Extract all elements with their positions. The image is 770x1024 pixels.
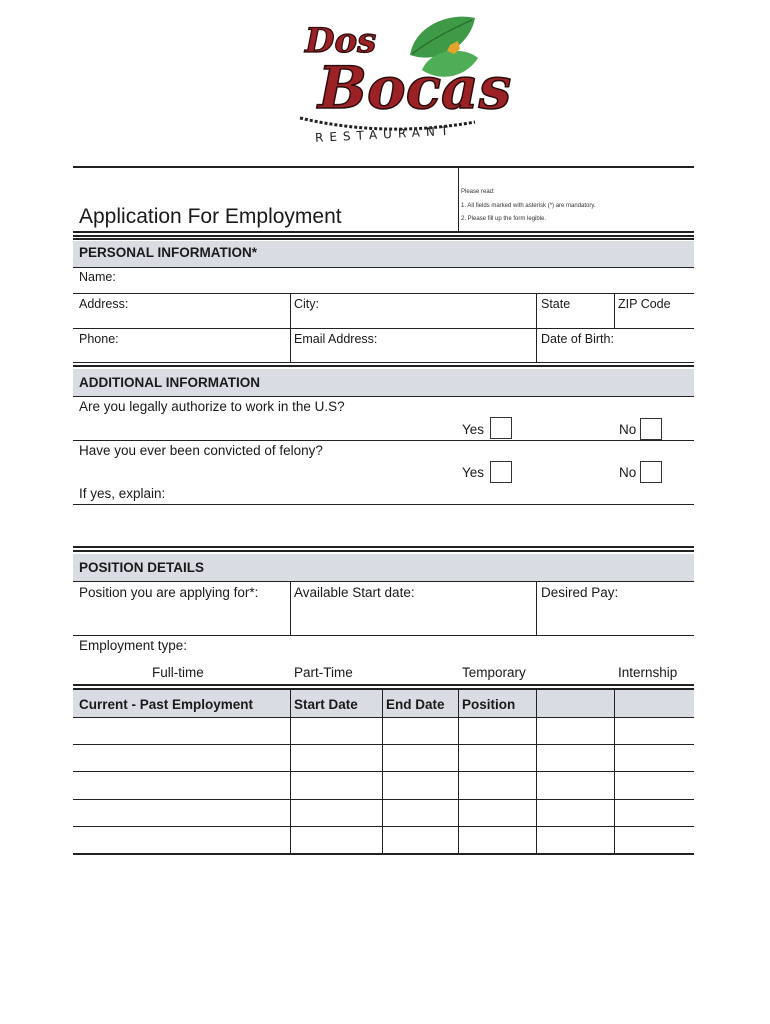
restaurant-logo [290,10,512,145]
q2-no-label: No [619,465,637,480]
logo-wordmark: RESTAURANT [314,123,455,145]
state-label: State [541,297,571,311]
state-field[interactable] [538,295,614,328]
q1-yes-label: Yes [462,422,485,437]
page-title: Application For Employment [79,205,342,228]
notice-item-2: 2. Please fill up the form legible. [461,216,547,222]
table-row[interactable] [74,800,694,826]
q2-no-checkbox[interactable] [640,461,662,483]
table-row[interactable] [74,745,694,771]
email-field[interactable] [292,330,535,362]
additional-section-title: ADDITIONAL INFORMATION [79,375,260,390]
col-position: Position [462,697,516,712]
city-label: City: [294,297,319,311]
type-full-time[interactable]: Full-time [152,665,204,680]
dob-label: Date of Birth: [541,332,614,346]
logo-script-top: Dos [305,21,377,61]
col-current-past-employment: Current - Past Employment [79,697,254,712]
explain-field[interactable] [170,484,690,504]
address-label: Address: [79,297,129,311]
start-date-label: Available Start date: [294,585,415,600]
q1-no-checkbox[interactable] [640,418,662,440]
work-authorization-question: Are you legally authorize to work in the U.S? [79,399,345,414]
dob-field[interactable] [538,330,692,362]
zip-label: ZIP Code [618,297,671,311]
col-end-date: End Date [386,697,445,712]
personal-section-title: PERSONAL INFORMATION* [79,245,258,260]
notice-item-1: 1. All fields marked with asterisk (*) are mandatory. [461,203,596,209]
notice-title: Please read: [461,189,495,195]
table-row[interactable] [74,718,694,744]
logo-script-main: Bocas [318,54,512,122]
type-temporary[interactable]: Temporary [462,665,526,680]
type-part-time[interactable]: Part-Time [294,665,353,680]
table-row[interactable] [74,772,694,799]
explain-textarea[interactable] [75,506,690,544]
desired-pay-field[interactable] [538,603,692,634]
type-internship[interactable]: Internship [618,665,678,680]
explain-label: If yes, explain: [79,486,166,501]
q1-yes-checkbox[interactable] [490,417,512,439]
address-field[interactable] [75,295,289,328]
phone-field[interactable] [75,330,289,362]
email-label: Email Address: [294,332,378,346]
table-row[interactable] [74,827,694,853]
position-applying-label: Position you are applying for*: [79,585,259,600]
q2-yes-label: Yes [462,465,485,480]
start-date-field[interactable] [292,603,535,634]
zip-field[interactable] [616,295,692,328]
name-label: Name: [79,270,116,284]
city-field[interactable] [292,295,535,328]
phone-label: Phone: [79,332,119,346]
felony-question: Have you ever been convicted of felony? [79,443,323,458]
employment-type-label: Employment type: [79,638,188,653]
q1-no-label: No [619,422,637,437]
position-section-title: POSITION DETAILS [79,560,205,575]
q2-yes-checkbox[interactable] [490,461,512,483]
desired-pay-label: Desired Pay: [541,585,619,600]
col-start-date: Start Date [294,697,358,712]
position-applying-field[interactable] [75,603,289,634]
name-field[interactable] [120,270,690,290]
